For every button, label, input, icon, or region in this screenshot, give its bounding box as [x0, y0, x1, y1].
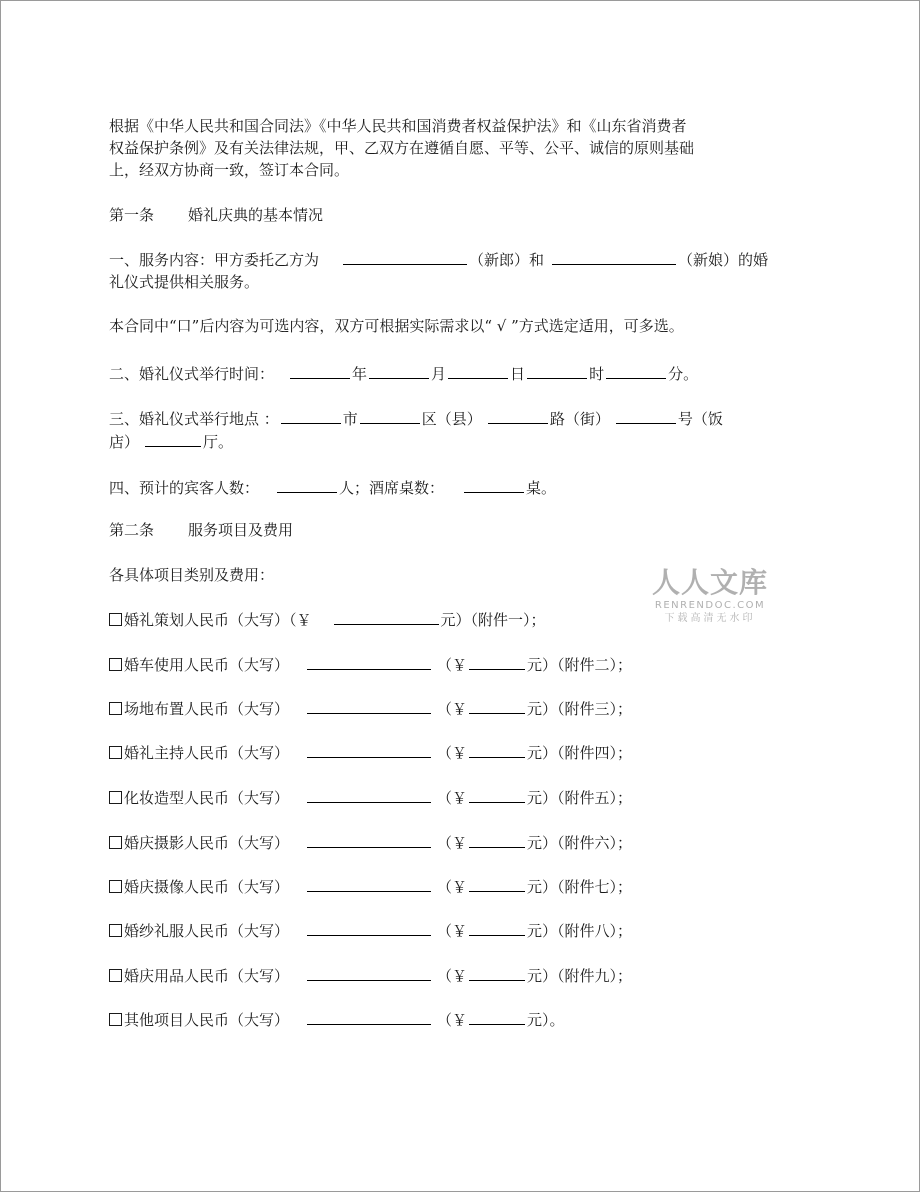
- yuan-label: 元）: [527, 922, 558, 940]
- ceremony-location-clause: [109, 407, 809, 453]
- attachment-label: （附件六）；: [557, 834, 633, 852]
- fee-amount-blank[interactable]: [469, 875, 525, 892]
- checkbox[interactable]: [109, 658, 122, 671]
- yen-label: （￥: [437, 967, 468, 985]
- attachment-label: （附件四）；: [557, 744, 633, 762]
- hour-blank[interactable]: [527, 362, 587, 379]
- fee-chinese-amount-blank[interactable]: [307, 919, 431, 936]
- fee-row: [109, 1008, 809, 1031]
- guest-count-clause: [109, 476, 809, 499]
- yuan-label: 元）: [440, 611, 471, 629]
- intro-line-1: 根据《中华人民共和国合同法》《中华人民共和国消费者权益保护法》和《山东省消费者: [109, 117, 687, 135]
- yuan-label: 元）: [527, 967, 558, 985]
- checkbox[interactable]: [109, 791, 122, 804]
- fee-label: 其他项目人民币（大写）: [124, 1011, 290, 1029]
- yen-label: （￥: [289, 611, 312, 629]
- fee-label: 婚车使用人民币（大写）: [124, 656, 290, 674]
- yen-label: （￥: [437, 834, 468, 852]
- fee-chinese-amount-blank[interactable]: [307, 786, 431, 803]
- fee-row: [109, 653, 809, 676]
- article-1-title: 婚礼庆典的基本情况: [188, 206, 324, 224]
- article-1-heading: [109, 204, 809, 226]
- day-label: 日: [510, 365, 526, 383]
- month-label: 月: [431, 365, 447, 383]
- fee-label: 婚庆用品人民币（大写）: [124, 967, 290, 985]
- fee-row: [109, 964, 809, 987]
- year-blank[interactable]: [290, 362, 350, 379]
- minute-label: 分。: [668, 365, 699, 383]
- article-2-heading: [109, 519, 809, 541]
- attachment-label: （附件七）；: [557, 878, 633, 896]
- fee-chinese-amount-blank[interactable]: [307, 653, 431, 670]
- watermark-slogan: 下载高清无水印: [664, 613, 756, 624]
- attachment-label: （附件八）；: [557, 922, 633, 940]
- minute-blank[interactable]: [606, 362, 666, 379]
- table-count-label: 人；酒席桌数：: [339, 479, 445, 497]
- ceremony-time-clause: [109, 362, 809, 385]
- bride-name-blank[interactable]: [552, 248, 676, 265]
- yuan-label: 元）: [527, 1011, 550, 1029]
- yuan-label: 元）: [527, 656, 558, 674]
- yen-label: （￥: [437, 878, 468, 896]
- watermark-domain: RENRENDOC.COM: [654, 600, 766, 611]
- article-2-number: 第二条: [109, 521, 155, 539]
- intro-line-3: 上，经双方协商一致，签订本合同。: [109, 161, 350, 179]
- bride-label: （新娘）的婚: [678, 251, 769, 269]
- fee-row: [109, 786, 809, 809]
- ceremony-time-label: 二、婚礼仪式举行时间：: [109, 365, 275, 383]
- fee-chinese-amount-blank[interactable]: [307, 964, 431, 981]
- attachment-label: （附件一）；: [470, 611, 546, 629]
- fee-amount-blank[interactable]: [469, 964, 525, 981]
- fee-chinese-amount-blank[interactable]: [307, 831, 431, 848]
- number-blank[interactable]: [616, 407, 676, 424]
- watermark-title: 人人文库: [651, 566, 768, 599]
- yuan-label: 元）: [527, 700, 558, 718]
- attachment-label: （附件二）；: [557, 656, 633, 674]
- fee-amount-blank[interactable]: [469, 786, 525, 803]
- yen-label: （￥: [437, 789, 468, 807]
- table-count-blank[interactable]: [464, 476, 524, 493]
- number-label: 号（饭: [677, 410, 723, 428]
- checkbox[interactable]: [109, 924, 122, 937]
- intro-line-2: 权益保护条例》及有关法律法规，甲、乙双方在遵循自愿、平等、公平、诚信的原则基础: [109, 139, 695, 157]
- district-label: 区（县）: [421, 410, 482, 428]
- fee-row: [109, 831, 809, 854]
- fee-amount-blank[interactable]: [469, 697, 525, 714]
- hall-label: 厅。: [203, 433, 234, 451]
- fee-amount-blank[interactable]: [469, 741, 525, 758]
- checkbox[interactable]: [109, 880, 122, 893]
- fee-amount-blank[interactable]: [469, 653, 525, 670]
- fee-amount-blank[interactable]: [469, 1008, 525, 1025]
- service-content-clause: [109, 248, 809, 293]
- checkbox[interactable]: [109, 969, 122, 982]
- hall-blank[interactable]: [145, 430, 201, 447]
- checkbox[interactable]: [109, 1013, 122, 1026]
- fee-row: [109, 697, 809, 720]
- yen-label: （￥: [437, 1011, 468, 1029]
- yen-label: （￥: [437, 656, 468, 674]
- fee-label: 婚纱礼服人民币（大写）: [124, 922, 290, 940]
- road-label: 路（街）: [549, 410, 610, 428]
- hour-label: 时: [589, 365, 605, 383]
- fee-amount-blank[interactable]: [469, 919, 525, 936]
- fee-label: 场地布置人民币（大写）: [124, 700, 290, 718]
- city-label: 市: [342, 410, 358, 428]
- watermark-logo: [647, 566, 773, 626]
- hotel-label: 店）: [109, 433, 140, 451]
- guest-count-label: 四、预计的宾客人数：: [109, 479, 260, 497]
- fee-chinese-amount-blank[interactable]: [307, 875, 431, 892]
- district-blank[interactable]: [360, 407, 420, 424]
- fees-heading: 各具体项目类别及费用：: [109, 566, 275, 584]
- fee-label: 婚庆摄像人民币（大写）: [124, 878, 290, 896]
- service-content-label: 一、服务内容：甲方委托乙方为: [109, 251, 320, 269]
- fee-label: 化妆造型人民币（大写）: [124, 789, 290, 807]
- fee-chinese-amount-blank[interactable]: [307, 741, 431, 758]
- fee-row: [109, 741, 809, 764]
- ceremony-location-label: 三、婚礼仪式举行地点 ：: [109, 410, 279, 428]
- yuan-label: 元）: [527, 878, 558, 896]
- yuan-label: 元）: [527, 744, 558, 762]
- fee-label: 婚礼策划人民币（大写）: [124, 611, 290, 629]
- fee-label: 婚庆摄影人民币（大写）: [124, 834, 290, 852]
- road-blank[interactable]: [488, 407, 548, 424]
- day-blank[interactable]: [448, 362, 508, 379]
- fee-chinese-amount-blank[interactable]: [307, 697, 431, 714]
- article-1-number: 第一条: [109, 206, 155, 224]
- fee-amount-blank[interactable]: [334, 608, 439, 625]
- optional-content-note: 本合同中“口”后内容为可选内容，双方可根据实际需求以“ √ ”方式选定适用，可多选。: [109, 317, 684, 335]
- groom-label: （新郎）和: [469, 251, 545, 269]
- year-label: 年: [352, 365, 368, 383]
- fee-chinese-amount-blank[interactable]: [307, 1008, 431, 1025]
- yuan-label: 元）: [527, 834, 558, 852]
- attachment-label: （附件三）；: [557, 700, 633, 718]
- checkbox[interactable]: [109, 613, 122, 626]
- attachment-label: 。: [549, 1011, 565, 1029]
- fee-row: [109, 919, 809, 942]
- guest-count-blank[interactable]: [277, 476, 337, 493]
- month-blank[interactable]: [369, 362, 429, 379]
- yen-label: （￥: [437, 922, 468, 940]
- attachment-label: （附件五）；: [557, 789, 633, 807]
- yen-label: （￥: [437, 744, 468, 762]
- article-2-title: 服务项目及费用: [188, 521, 294, 539]
- attachment-label: （附件九）；: [557, 967, 633, 985]
- checkbox[interactable]: [109, 702, 122, 715]
- fee-label: 婚礼主持人民币（大写）: [124, 744, 290, 762]
- fee-row: [109, 875, 809, 898]
- checkbox[interactable]: [109, 746, 122, 759]
- fee-amount-blank[interactable]: [469, 831, 525, 848]
- yuan-label: 元）: [527, 789, 558, 807]
- checkbox[interactable]: [109, 836, 122, 849]
- yen-label: （￥: [437, 700, 468, 718]
- intro-paragraph: [109, 115, 809, 181]
- city-blank[interactable]: [281, 407, 341, 424]
- groom-name-blank[interactable]: [343, 248, 467, 265]
- service-content-line-2: 礼仪式提供相关服务。: [109, 273, 260, 291]
- tables-unit-label: 桌。: [526, 479, 557, 497]
